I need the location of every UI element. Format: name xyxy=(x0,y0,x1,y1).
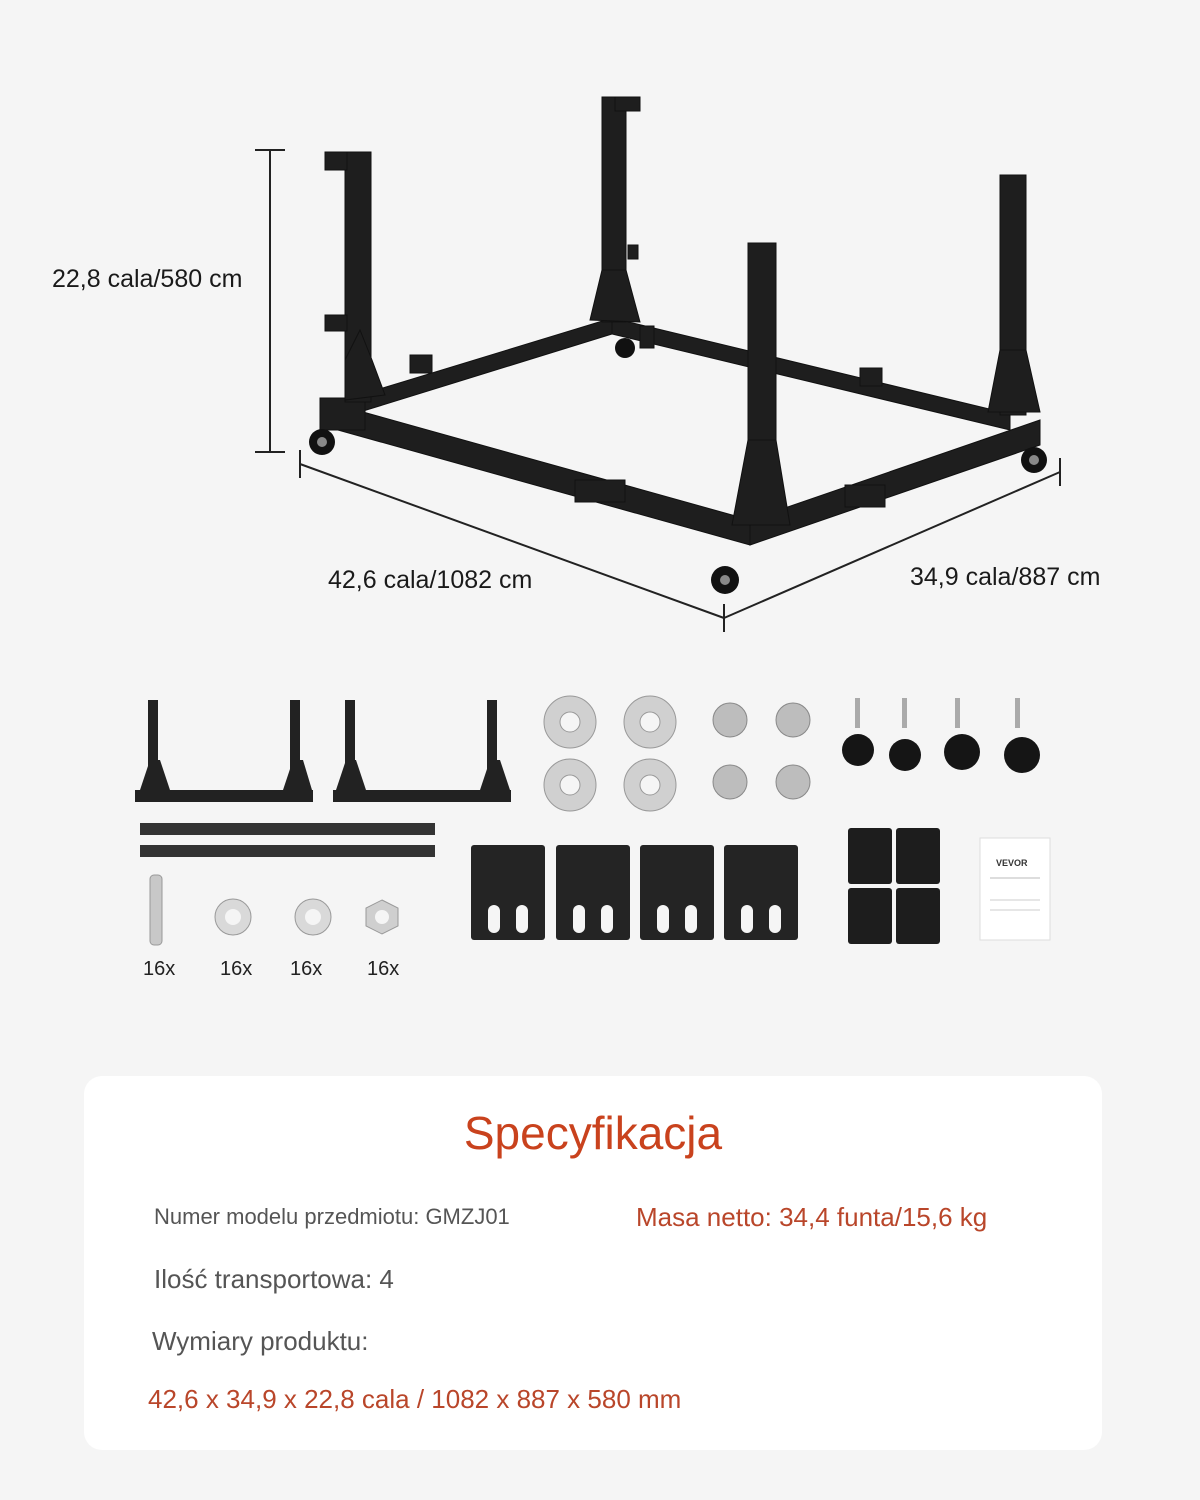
manual-brand: VEVOR xyxy=(996,858,1028,868)
spec-title: Specyfikacja xyxy=(463,1107,723,1159)
spring-washer-quantity: 16x xyxy=(290,958,323,980)
spec-dims-value: 42,6 x 34,9 x 22,8 cala / 1082 x 887 x 580 mm xyxy=(148,1384,682,1414)
cart-frame xyxy=(320,97,1040,545)
hardware-parts xyxy=(150,875,398,945)
height-dimension: 22,8 cala/580 cm xyxy=(52,265,243,293)
length-dimension: 42,6 cala/1082 cm xyxy=(328,566,533,594)
caster-parts xyxy=(842,698,1040,773)
cap-nuts xyxy=(713,703,810,799)
spec-net-weight: Masa netto: 34,4 funta/15,6 kg xyxy=(636,1202,988,1232)
foam-pads xyxy=(848,828,940,944)
manual-part xyxy=(980,838,1050,940)
width-dimension: 34,9 cala/887 cm xyxy=(910,563,1101,591)
nut-quantity: 16x xyxy=(367,958,400,980)
lock-washers xyxy=(544,696,676,811)
spec-model: Numer modelu przedmiotu: GMZJ01 xyxy=(154,1204,510,1229)
side-frame-parts xyxy=(135,700,511,802)
flat-washer-quantity: 16x xyxy=(220,958,253,980)
rail-parts xyxy=(140,823,435,857)
specification-card xyxy=(84,1076,1102,1450)
spec-dims-label: Wymiary produktu: xyxy=(152,1326,369,1356)
spec-shipping-qty: Ilość transportowa: 4 xyxy=(154,1264,394,1294)
bolt-quantity: 16x xyxy=(143,958,176,980)
